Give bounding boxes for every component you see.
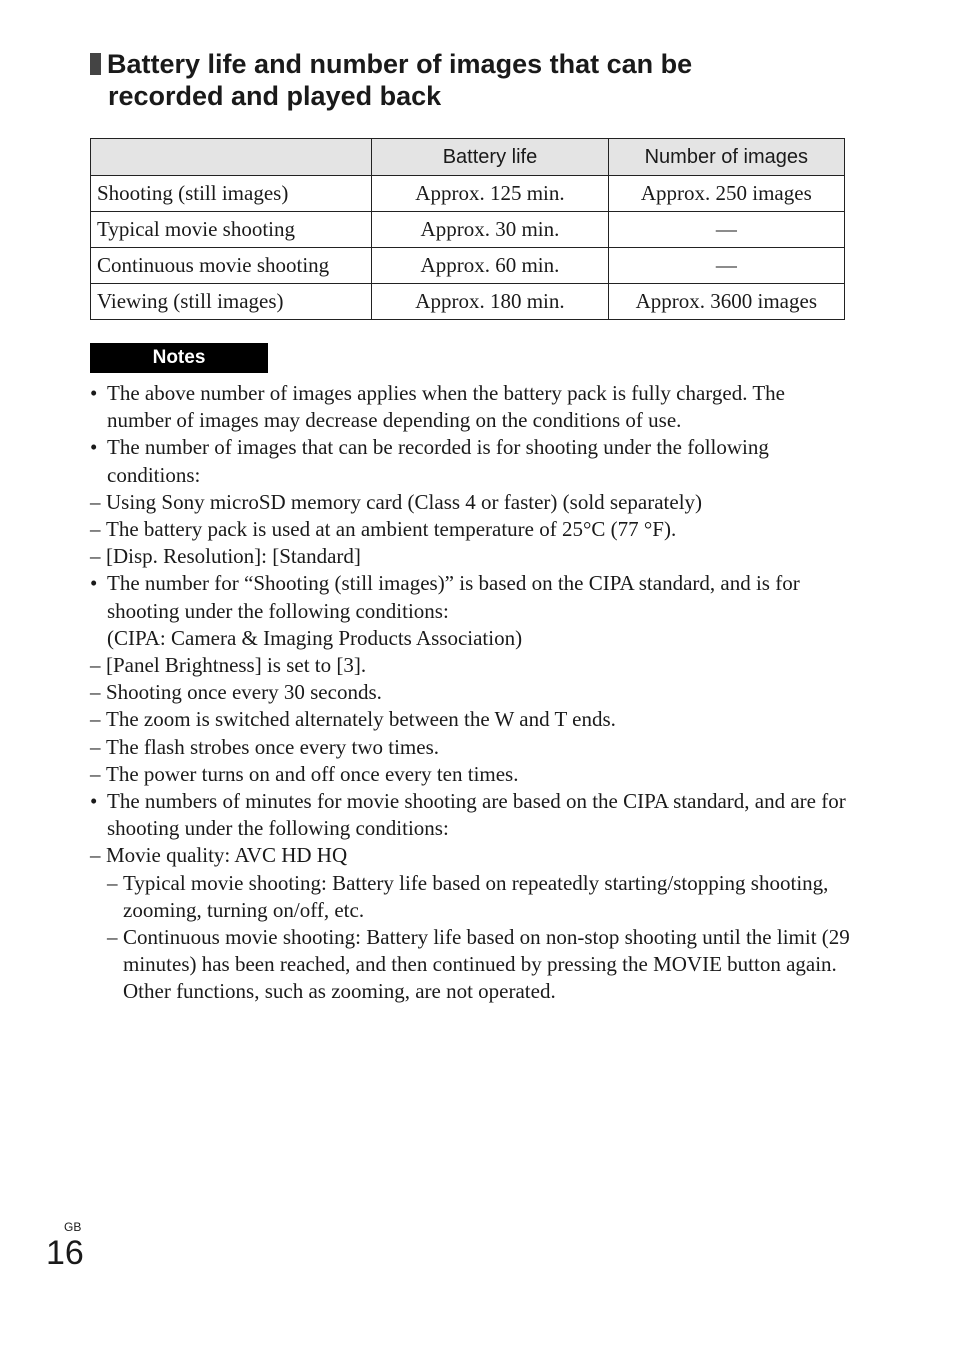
note-subitem: – The zoom is switched alternately between the W and T ends. (90, 706, 850, 733)
table-cell-images: Approx. 3600 images (608, 284, 844, 320)
section-marker-icon (90, 53, 101, 75)
battery-life-table (90, 138, 845, 320)
section-heading (90, 48, 850, 112)
table-header-empty (91, 139, 372, 176)
section-heading-line1: Battery life and number of images that can be (107, 49, 693, 79)
table-row (91, 248, 845, 284)
note-subitem: – Continuous movie shooting: Battery life based on non-stop shooting until the limit (29 minutes) has been reached, and then continued by pressing the MOVIE button again. Other functions, such as zooming, are not operated. (107, 924, 850, 1006)
page-number: 16 (46, 1234, 84, 1272)
table-cell-battery-life: Approx. 30 min. (372, 212, 608, 248)
table-cell-label: Shooting (still images) (91, 176, 372, 212)
table-row (91, 284, 845, 320)
note-text: (CIPA: Camera & Imaging Products Association) (107, 625, 523, 650)
note-subitem: – Typical movie shooting: Battery life based on repeatedly starting/stopping shooting, zooming, turning on/off, etc. (107, 870, 850, 924)
table-cell-images: Approx. 250 images (608, 176, 844, 212)
notes-list (90, 380, 850, 1006)
table-header-row (91, 139, 845, 176)
note-item: • The above number of images applies when the battery pack is fully charged. The number of images may decrease depending on the conditions of use. (90, 380, 850, 434)
section-heading-line2: recorded and played back (108, 81, 442, 111)
page-language-code: GB (64, 1220, 82, 1234)
note-item: • The number for “Shooting (still images)” is based on the CIPA standard, and is for shooting under the following conditions: (90, 570, 850, 624)
table-cell-images: — (608, 212, 844, 248)
note-subitem: – The power turns on and off once every ten times. (90, 761, 850, 788)
note-item: • The numbers of minutes for movie shooting are based on the CIPA standard, and are for shooting under the following conditions: (90, 788, 850, 842)
table-cell-battery-life: Approx. 60 min. (372, 248, 608, 284)
note-subitem: – The battery pack is used at an ambient temperature of 25°C (77 °F). (90, 516, 850, 543)
note-subitem: – [Panel Brightness] is set to [3]. (90, 652, 850, 679)
note-subitem: – Movie quality: AVC HD HQ (90, 842, 850, 869)
note-subitem: – Shooting once every 30 seconds. (90, 679, 850, 706)
table-row (91, 176, 845, 212)
table-cell-battery-life: Approx. 125 min. (372, 176, 608, 212)
note-subitem: – [Disp. Resolution]: [Standard] (90, 543, 850, 570)
table-row (91, 212, 845, 248)
table-cell-label: Viewing (still images) (91, 284, 372, 320)
notes-badge: Notes (90, 343, 268, 373)
table-cell-label: Continuous movie shooting (91, 248, 372, 284)
table-cell-label: Typical movie shooting (91, 212, 372, 248)
table-cell-battery-life: Approx. 180 min. (372, 284, 608, 320)
table-header-battery-life: Battery life (372, 139, 608, 176)
note-subitem: – The flash strobes once every two times. (90, 734, 850, 761)
note-subitem: – Using Sony microSD memory card (Class 4 or faster) (sold separately) (90, 489, 850, 516)
note-item: • The number of images that can be recorded is for shooting under the following conditions: (90, 434, 850, 488)
table-header-number-of-images: Number of images (608, 139, 844, 176)
table-cell-images: — (608, 248, 844, 284)
